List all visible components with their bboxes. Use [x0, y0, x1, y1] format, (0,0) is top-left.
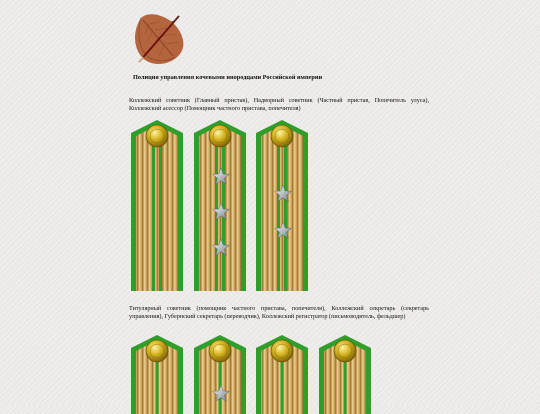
shoulder-strap [317, 334, 373, 414]
ranks-paragraph-senior: Коллежский советник (Главный пристав), Надворный советник (Частный пристав, Попечитель улуса), Коллежский асессор (Помощник частного пристава, попечителя) [129, 97, 429, 113]
star-icon [212, 203, 229, 219]
shoulder-strap [129, 334, 185, 414]
star-icon [274, 222, 291, 238]
shoulder-strap [254, 334, 310, 414]
ranks-paragraph-junior: Титулярный советник (помощник частного пристава, попечителя), Коллежский секретарь (секретарь управления), Губернский секретарь (переводчик), Коллежский регистратор (письмоводитель, фельдшер) [129, 305, 429, 321]
star-icon [212, 239, 229, 255]
star-icon [212, 385, 229, 401]
page-heading: Полиция управления кочевыми инородцами Российской империи [133, 74, 323, 81]
birch-leaf-quill-logo-icon [131, 10, 187, 68]
shoulder-strap [129, 119, 185, 291]
strap-stars [192, 334, 248, 405]
star-icon [212, 168, 229, 184]
strap-stars [192, 119, 248, 291]
strap-stars [254, 119, 310, 291]
star-icon [274, 185, 291, 201]
